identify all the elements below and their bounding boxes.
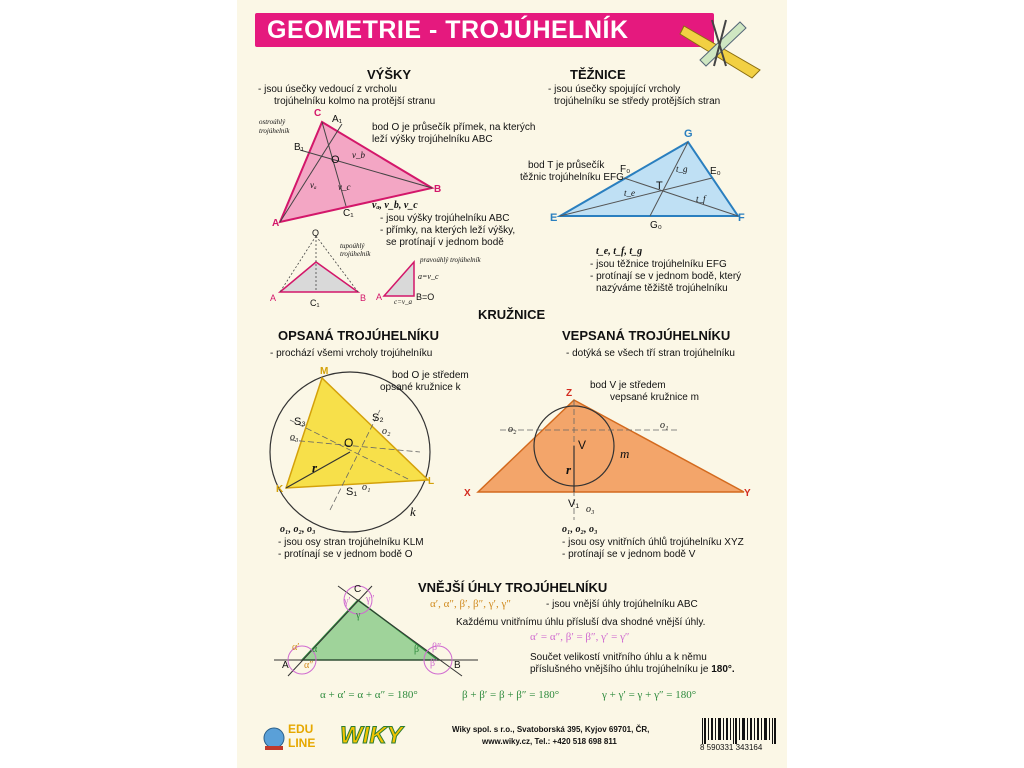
circumscribed-note-2: opsané kružnice k	[380, 382, 461, 393]
ext-pt-a1: α′	[292, 642, 300, 653]
right-label: pravoúhlý trojúhelník	[420, 256, 481, 264]
pt-G: G	[684, 128, 693, 140]
pt-V1: V₁	[568, 498, 580, 510]
exterior-equality: α′ = α″, β′ = β″, γ′ = γ″	[530, 631, 630, 643]
footer-address-1: Wiky spol. s r.o., Svatoborská 395, Kyjov 69701, ČR,	[452, 725, 650, 734]
pt-O: O	[331, 154, 340, 166]
heights-bullet-3: se protínají v jednom bodě	[386, 237, 504, 248]
ext-pt-b: β	[414, 644, 420, 655]
pt-S2: S₂	[372, 412, 384, 424]
pt-o2: o₂	[382, 426, 391, 437]
acute-label: ostroúhlý trojúhelník	[259, 118, 290, 135]
inscribed-bullet-2: - protínají se v jednom bodě V	[562, 549, 696, 560]
heights-bullet-2: - přímky, na kterých leží výšky,	[380, 225, 516, 236]
pt-va: vₐ	[310, 180, 317, 190]
pt-C: C	[314, 108, 322, 119]
pt-L: L	[428, 476, 435, 487]
right-triangle	[384, 262, 414, 296]
exterior-line-1: - jsou vnější úhly trojúhelníku ABC	[546, 599, 698, 610]
pt-F: F	[738, 212, 745, 224]
heights-symbols: vₐ, v_b, v_c	[372, 200, 418, 211]
medians-symbols: t_e, t_f, t_g	[596, 246, 643, 257]
pt-m: m	[620, 446, 630, 461]
pt-tg: t_g	[676, 164, 688, 174]
medians-bullet-2: - protínají se v jednom bodě, který	[590, 271, 742, 282]
formula-beta: β + β′ = β + β″ = 180°	[462, 689, 560, 701]
pt-tf: t_f	[696, 194, 706, 204]
exterior-line-4-text: příslušného vnějšího úhlu trojúhelníku je	[530, 664, 709, 675]
medians-bullet-1: - jsou těžnice trojúhelníku EFG	[590, 259, 727, 270]
circumscribed-bullet-2: - protínají se v jednom bodě O	[278, 549, 413, 560]
pt-te: t_e	[624, 188, 635, 198]
inscribed-circle	[478, 400, 744, 520]
pt-G0: G₀	[650, 220, 662, 231]
pt-S3: S₃	[294, 416, 306, 428]
formula-alpha: α + α′ = α + α″ = 180°	[320, 689, 418, 701]
ext-pt-b2: β″	[432, 642, 442, 653]
obtuse-A: A	[270, 293, 277, 303]
eduline-text-1: EDU	[288, 722, 314, 736]
pt-circ-r: r	[312, 460, 318, 475]
inscribed-note-1: bod V je středem	[590, 380, 666, 391]
inscribed-note-2: vepsané kružnice m	[610, 392, 699, 403]
footer-address-2: www.wiky.cz, Tel.: +420 518 698 811	[482, 737, 617, 746]
ext-pt-a: α	[312, 644, 318, 655]
ext-pt-a2: α″	[304, 660, 314, 671]
ext-pt-B: B	[454, 660, 461, 671]
medians-heading: TĚŽNICE	[570, 67, 626, 82]
drawing-tools-icon	[680, 20, 760, 78]
right-BO: B=O	[416, 292, 435, 302]
pt-vc: v_c	[338, 182, 351, 192]
inscribed-bullet-1: - jsou osy vnitřních úhlů trojúhelníku XYZ	[562, 537, 744, 548]
formula-gamma: γ + γ′ = γ + γ″ = 180°	[602, 689, 697, 701]
medians-note-1: bod T je průsečík	[528, 160, 605, 171]
obtuse-B: B	[360, 293, 367, 303]
obtuse-label: tupoúhlý trojúhelník	[340, 242, 371, 258]
pt-M: M	[320, 366, 329, 377]
circumscribed-circle	[270, 372, 430, 532]
pt-Y: Y	[744, 488, 751, 499]
barcode	[700, 718, 780, 752]
pt-Z: Z	[566, 388, 573, 399]
medians-bullet-3: nazýváme těžiště trojúhelníku	[596, 283, 728, 294]
heights-note-2: leží výšky trojúhelníku ABC	[372, 134, 493, 145]
pt-o1: o₁	[362, 482, 371, 493]
eduline-text-2: LINE	[288, 736, 316, 750]
pt-E0: E₀	[710, 166, 721, 177]
heights-desc-2: trojúhelníku kolmo na protější stranu	[274, 96, 436, 107]
exterior-symbols: α′, α″, β′, β″, γ′, γ″	[430, 598, 511, 610]
circumscribed-heading: OPSANÁ TROJÚHELNÍKU	[278, 328, 440, 343]
eduline-logo	[262, 718, 332, 752]
inscribed-desc: - dotýká se všech tří stran trojúhelníku	[566, 348, 735, 359]
pt-in-o1: o₁	[660, 420, 669, 431]
wiky-logo	[340, 720, 420, 752]
ext-pt-g1: γ′	[344, 596, 351, 607]
pt-vb: v_b	[352, 150, 365, 160]
circumscribed-desc: - prochází všemi vrcholy trojúhelníku	[270, 348, 433, 359]
circles-heading: KRUŽNICE	[478, 307, 546, 322]
pt-A1: A₁	[332, 114, 343, 125]
pt-o3: o₃	[290, 432, 299, 443]
exterior-line-4-bold: 180°.	[711, 664, 735, 675]
circumscribed-note-1: bod O je středem	[392, 370, 469, 381]
right-eq-1: a=v_c	[418, 272, 439, 281]
heights-bullet-1: - jsou výšky trojúhelníku ABC	[380, 213, 510, 224]
exterior-line-4	[530, 664, 735, 676]
pt-S1: S₁	[346, 486, 358, 498]
pt-in-r: r	[566, 462, 572, 477]
pt-circ-O: O	[344, 436, 354, 450]
barcode-number: 8 590331 343164	[700, 743, 763, 752]
circumscribed-bullet-1: - jsou osy stran trojúhelníku KLM	[278, 537, 424, 548]
pt-T: T	[656, 180, 663, 192]
pt-B: B	[434, 184, 442, 195]
pt-X: X	[464, 488, 471, 499]
obtuse-O: O	[312, 228, 320, 238]
exterior-line-2: Každému vnitřnímu úhlu přísluší dva shodné vnější úhly.	[456, 617, 706, 628]
wiky-text: WIKY	[340, 722, 403, 749]
inscribed-heading: VEPSANÁ TROJÚHELNÍKU	[562, 328, 731, 343]
pt-in-o2: o₂	[508, 424, 517, 435]
pt-F0: F₀	[620, 164, 631, 175]
pt-A: A	[272, 218, 280, 229]
inscribed-symbols: o₁, o₂, o₃	[562, 524, 598, 535]
ext-pt-g2: γ″	[366, 594, 375, 605]
heights-heading: VÝŠKY	[367, 67, 412, 82]
exterior-line-3: Součet velikostí vnitřního úhlu a k němu	[530, 652, 707, 663]
medians-desc-1: - jsou úsečky spojující vrcholy	[548, 84, 681, 95]
exterior-heading: VNĚJŠÍ ÚHLY TROJÚHELNÍKU	[418, 580, 608, 595]
heights-desc-1: - jsou úsečky vedoucí z vrcholu	[258, 84, 397, 95]
medians-desc-2: trojúhelníku se středy protějších stran	[554, 96, 721, 107]
right-eq-2: c=v_a	[394, 298, 412, 306]
pt-B1: B₁	[294, 142, 305, 153]
page-title: GEOMETRIE - TROJÚHELNÍK	[267, 16, 629, 44]
ext-pt-g: γ	[356, 610, 361, 621]
ext-pt-C: C	[354, 584, 362, 595]
medians-note-2: těžnic trojúhelníku EFG	[520, 172, 624, 183]
pt-C1: C₁	[343, 208, 354, 219]
heights-note-1: bod O je průsečík přímek, na kterých	[372, 122, 536, 133]
right-A: A	[376, 292, 383, 302]
ext-pt-b1: β′	[430, 658, 438, 669]
pt-K: K	[276, 484, 284, 495]
pt-V: V	[578, 438, 587, 452]
pt-E: E	[550, 212, 558, 224]
pt-in-o3: o₃	[586, 504, 595, 515]
pt-k: k	[410, 504, 416, 519]
circumscribed-symbols: o₁, o₂, o₃	[280, 524, 316, 535]
obtuse-C1: C₁	[310, 298, 320, 308]
ext-pt-A: A	[282, 660, 289, 671]
barcode-icon	[700, 718, 780, 744]
